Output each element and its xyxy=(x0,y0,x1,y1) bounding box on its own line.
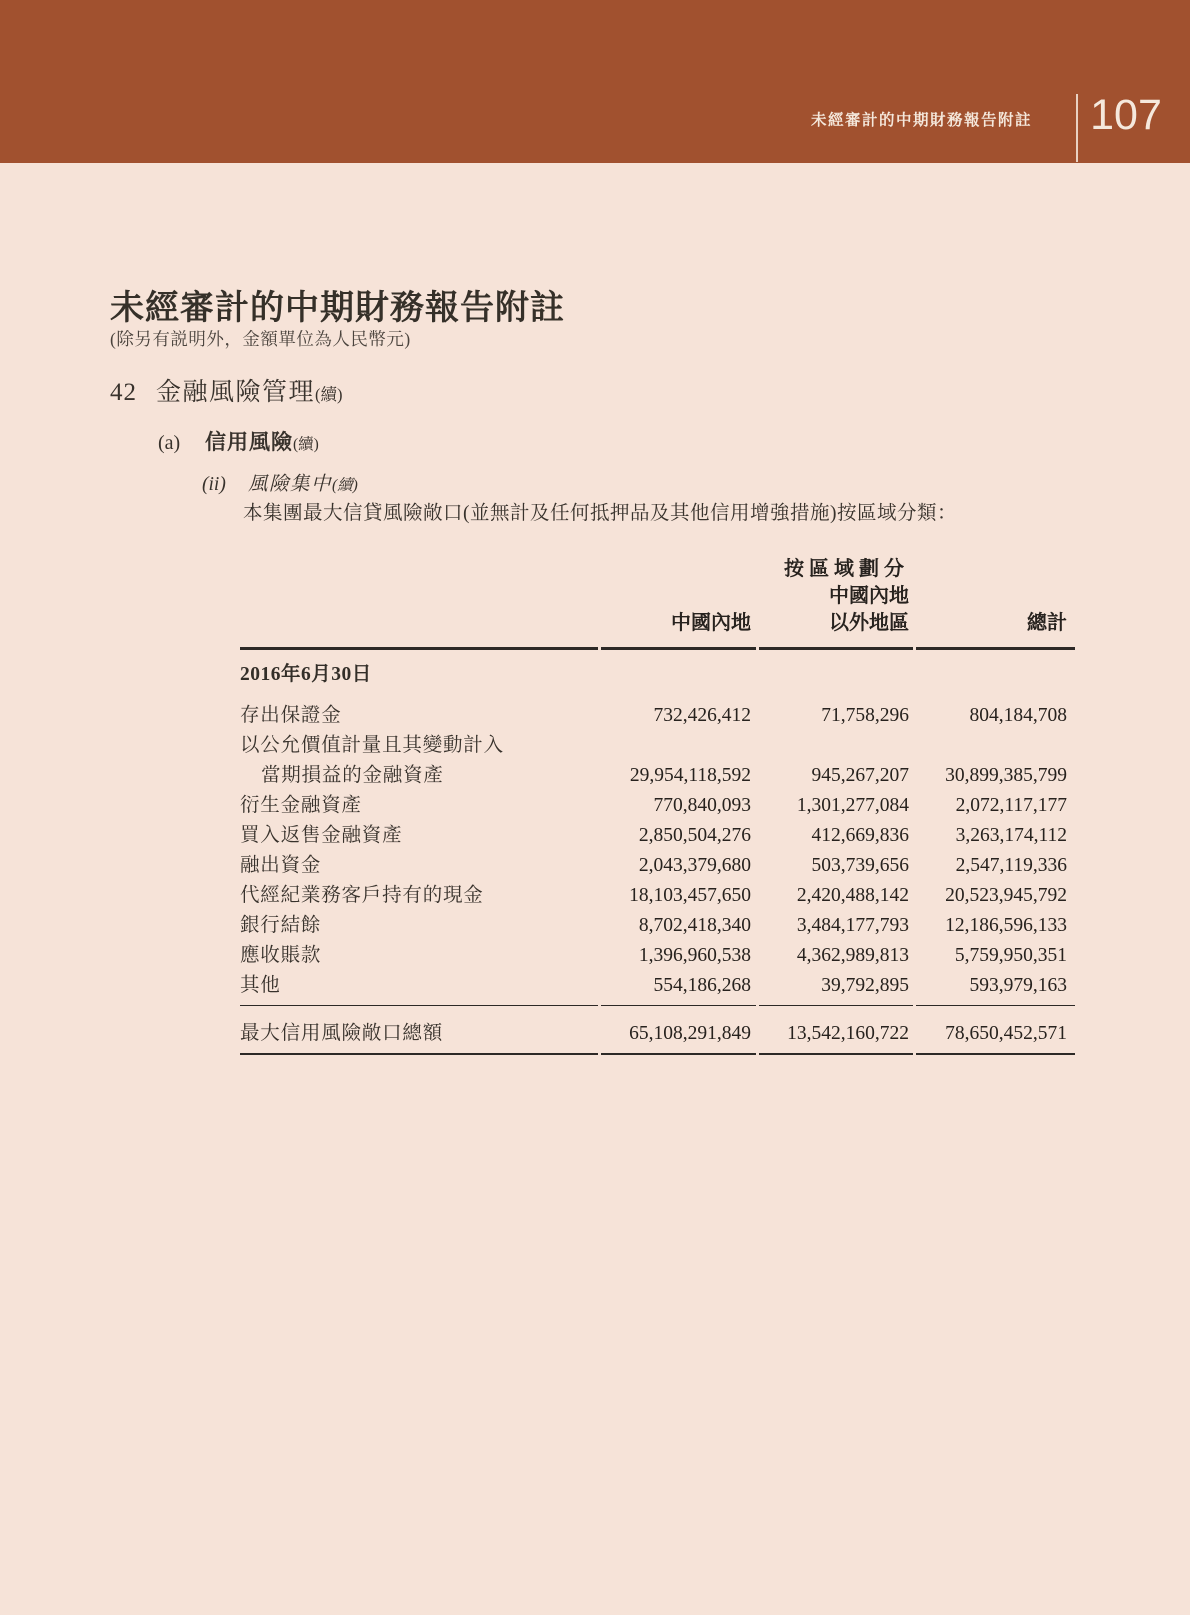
table-header-wrap-row xyxy=(240,583,1078,610)
page-number: 107 xyxy=(1090,91,1162,139)
table-row-derivatives: 衍生金融資產 770,840,093 1,301,277,084 2,072,117,177 xyxy=(240,795,1067,816)
section-continued-mark: (續) xyxy=(315,385,343,404)
table-row-bank-balances: 銀行結餘 8,702,418,340 3,484,177,793 12,186,596,133 xyxy=(240,915,1067,936)
total-row-label: 最大信用風險敞口總額 xyxy=(240,1023,444,1044)
table-row-fvtpl-line2: 當期損益的金融資產 29,954,118,592 945,267,207 30,899,385,799 xyxy=(261,765,1067,786)
running-header-title: 未經審計的中期財務報告附註 xyxy=(810,112,1032,129)
table-group-header-row xyxy=(240,556,1078,583)
date-label: 2016年6月30日 xyxy=(240,664,372,685)
group-header-by-region: 按區域劃分 xyxy=(784,558,909,580)
col-header-total: 總計 xyxy=(1027,612,1067,634)
section-number: 42 xyxy=(110,379,137,406)
subsection-a-continued-mark: (續) xyxy=(293,436,319,453)
section-title: 金融風險管理 xyxy=(156,379,316,406)
page-subtitle: (除另有説明外，金額單位為人民幣元) xyxy=(110,329,411,349)
table-row-deposits: 存出保證金 732,426,412 71,758,296 804,184,708 xyxy=(240,705,1067,726)
col-header-outside-mainland-line1: 中國內地 xyxy=(829,585,909,607)
table-total-row: 最大信用風險敞口總額 65,108,291,849 13,542,160,722 78,650,452,571 xyxy=(240,1005,1078,1049)
intro-paragraph: 本集團最大信貸風險敞口(並無計及任何抵押品及其他信用增強措施)按區域分類： xyxy=(243,503,957,524)
page-title: 未經審計的中期財務報告附註 xyxy=(110,290,565,327)
page-header-band xyxy=(0,0,1190,163)
table-row-loans-to-margin: 融出資金 2,043,379,680 503,739,656 2,547,119,336 xyxy=(240,855,1067,876)
regional-credit-exposure-table xyxy=(240,556,1078,1053)
table-column-header-row xyxy=(240,610,1078,637)
subsection-ii-continued-mark: (續) xyxy=(332,477,358,494)
col-header-mainland-china: 中國內地 xyxy=(671,612,751,634)
col-header-outside-mainland-line2: 以外地區 xyxy=(829,612,909,634)
subsection-a-marker: (a) xyxy=(158,432,181,454)
table-date-row xyxy=(240,647,1078,689)
subsection-ii-heading xyxy=(202,468,358,496)
table-row-reverse-repo: 買入返售金融資產 2,850,504,276 412,669,836 3,263,174,112 xyxy=(240,825,1067,846)
table-row-cash-held-for-clients: 代經紀業務客戶持有的現金 18,103,457,650 2,420,488,142 20,523,945,792 xyxy=(240,885,1067,906)
subsection-ii-marker: (ii) xyxy=(202,474,226,495)
table-row-receivables: 應收賬款 1,396,960,538 4,362,989,813 5,759,950,351 xyxy=(240,945,1067,966)
subsection-ii-title: 風險集中 xyxy=(248,474,333,495)
table-row-others: 其他 554,186,268 39,792,895 593,979,163 xyxy=(240,975,1067,996)
subsection-a-heading xyxy=(158,426,319,456)
table-row-fvtpl-line1: 以公允價值計量且其變動計入 xyxy=(240,735,504,756)
section-42-heading xyxy=(110,372,343,408)
subsection-a-title: 信用風險 xyxy=(205,430,293,454)
table-body xyxy=(240,701,1078,1001)
